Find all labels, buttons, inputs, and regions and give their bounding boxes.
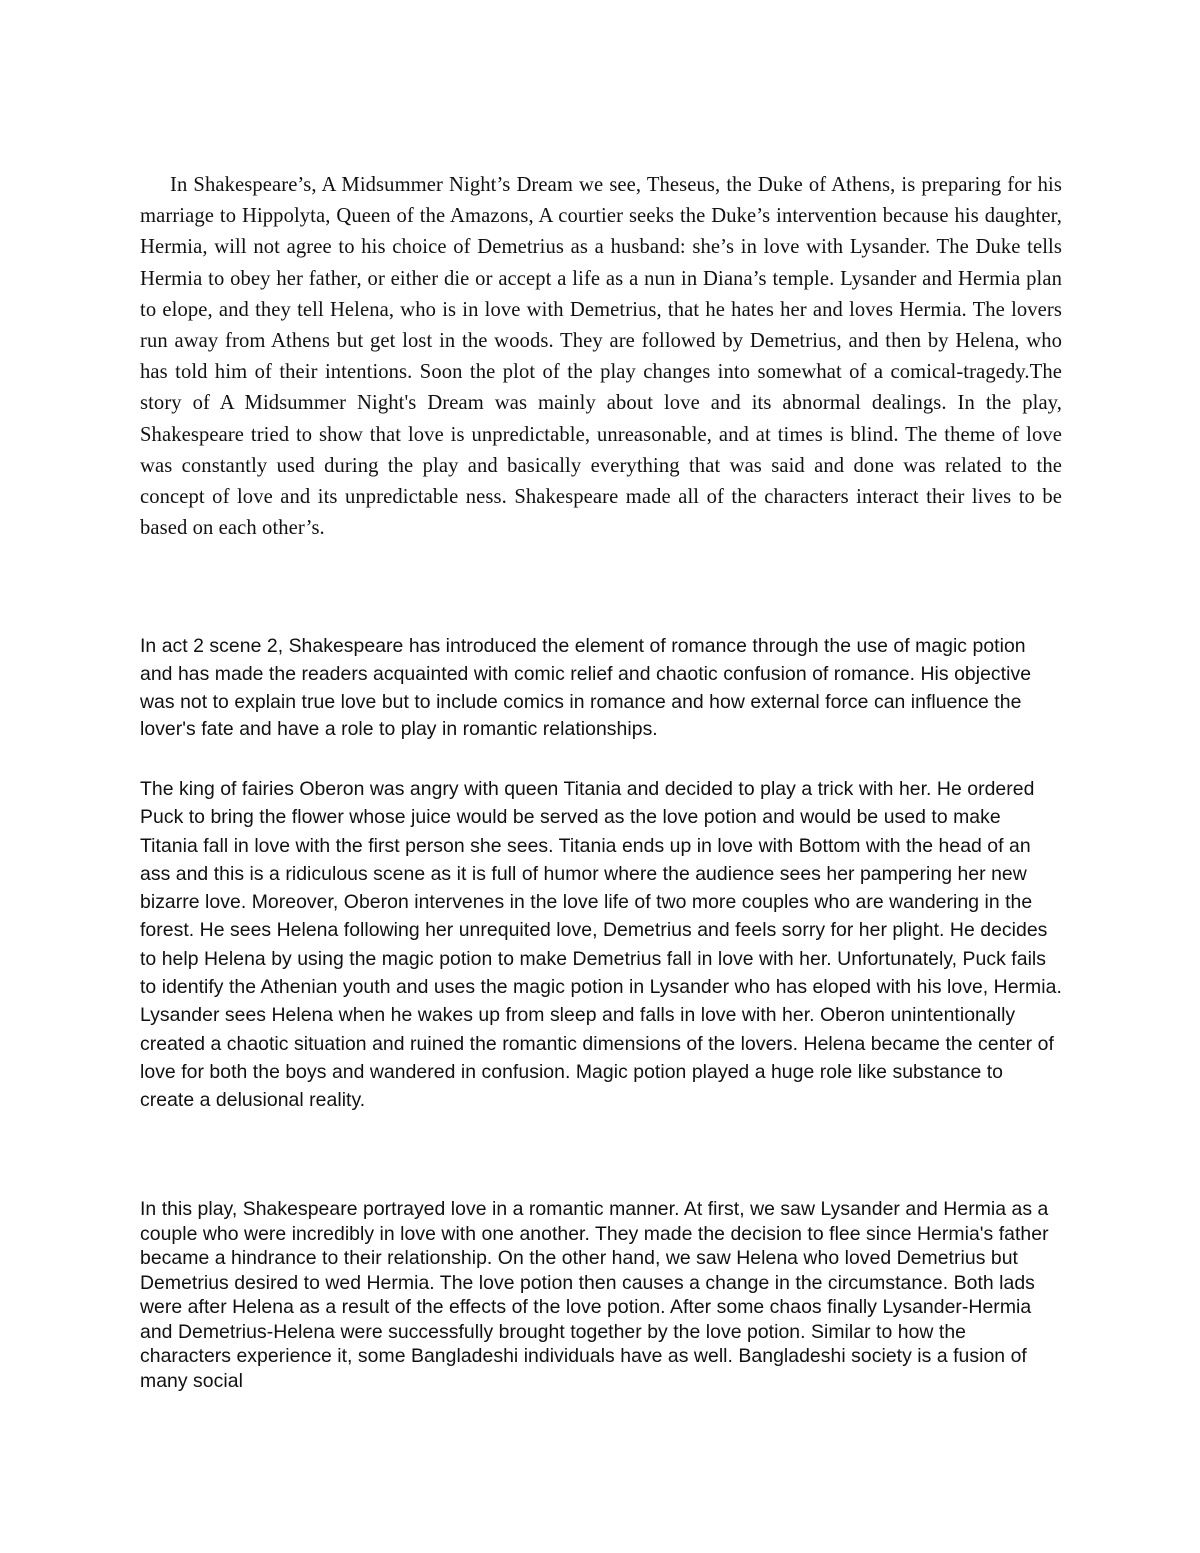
paragraph-oberon: The king of fairies Oberon was angry with queen Titania and decided to play a trick with her. He ordered Puck to bring the flower whose juice would be served as the love potion and would be used to make Titania fall in love with the first person she sees. Titania ends up in love with Bottom with the head of an ass and this is a ridiculous scene as it is full of humor where the audience sees her pampering her new bizarre love. Moreover, Oberon intervenes in the love life of two more couples who are wandering in the forest. He sees Helena following her unrequited love, Demetrius and feels sorry for her plight. He decides to help Helena by using the magic potion to make Demetrius fall in love with her. Unfortunately, Puck fails to identify the Athenian youth and uses the magic potion in Lysander who has eloped with his love, Hermia. Lysander sees Helena when he wakes up from sleep and falls in love with her. Oberon unintentionally created a chaotic situation and ruined the romantic dimensions of the lovers. Helena became the center of love for both the boys and wandered in confusion. Magic potion played a huge role like substance to create a delusional reality. (140, 778, 1062, 1112)
paragraph-romantic-love: In this play, Shakespeare portrayed love in a romantic manner. At first, we saw Lysander and Hermia as a couple who were incredibly in love with one another. They made the decision to flee since Hermia's father became a hindrance to their relationship. On the other hand, we saw Helena who loved Demetrius but Demetrius desired to wed Hermia. The love potion then causes a change in the circumstance. Both lads were after Helena as a result of the effects of the love potion. After some chaos finally Lysander-Hermia and Demetrius-Helena were successfully brought together by the love potion. Similar to how the characters experience it, some Bangladeshi individuals have as well. Bangladeshi society is a fusion of many social (140, 1198, 1049, 1392)
paragraph-intro: In Shakespeare’s, A Midsummer Night’s Dream we see, Theseus, the Duke of Athens, is preparing for his marriage to Hippolyta, Queen of the Amazons, A courtier seeks the Duke’s intervention because his daughter, Hermia, will not agree to his choice of Demetrius as a husband: she’s in love with Lysander. The Duke tells Hermia to obey her father, or either die or accept a life as a nun in Diana’s temple. Lysander and Hermia plan to elope, and they tell Helena, who is in love with Demetrius, that he hates her and loves Hermia. The lovers run away from Athens but get lost in the woods. They are followed by Demetrius, and then by Helena, who has told him of their intentions. Soon the plot of the play changes into somewhat of a comical-tragedy.The story of A Midsummer Night's Dream was mainly about love and its abnormal dealings. In the play, Shakespeare tried to show that love is unpredictable, unreasonable, and at times is blind. The theme of love was constantly used during the play and basically everything that was said and done was related to the concept of love and its unpredictable ness. Shakespeare made all of the characters interact their lives to be based on each other’s. (140, 174, 1062, 540)
paragraph-act2-scene2: In act 2 scene 2, Shakespeare has introduced the element of romance through the use of magic potion and has made the readers acquainted with comic relief and chaotic confusion of romance. His objective was not to explain true love but to include comics in romance and how external force can influence the lover's fate and have a role to play in romantic relationships. (140, 635, 1032, 741)
